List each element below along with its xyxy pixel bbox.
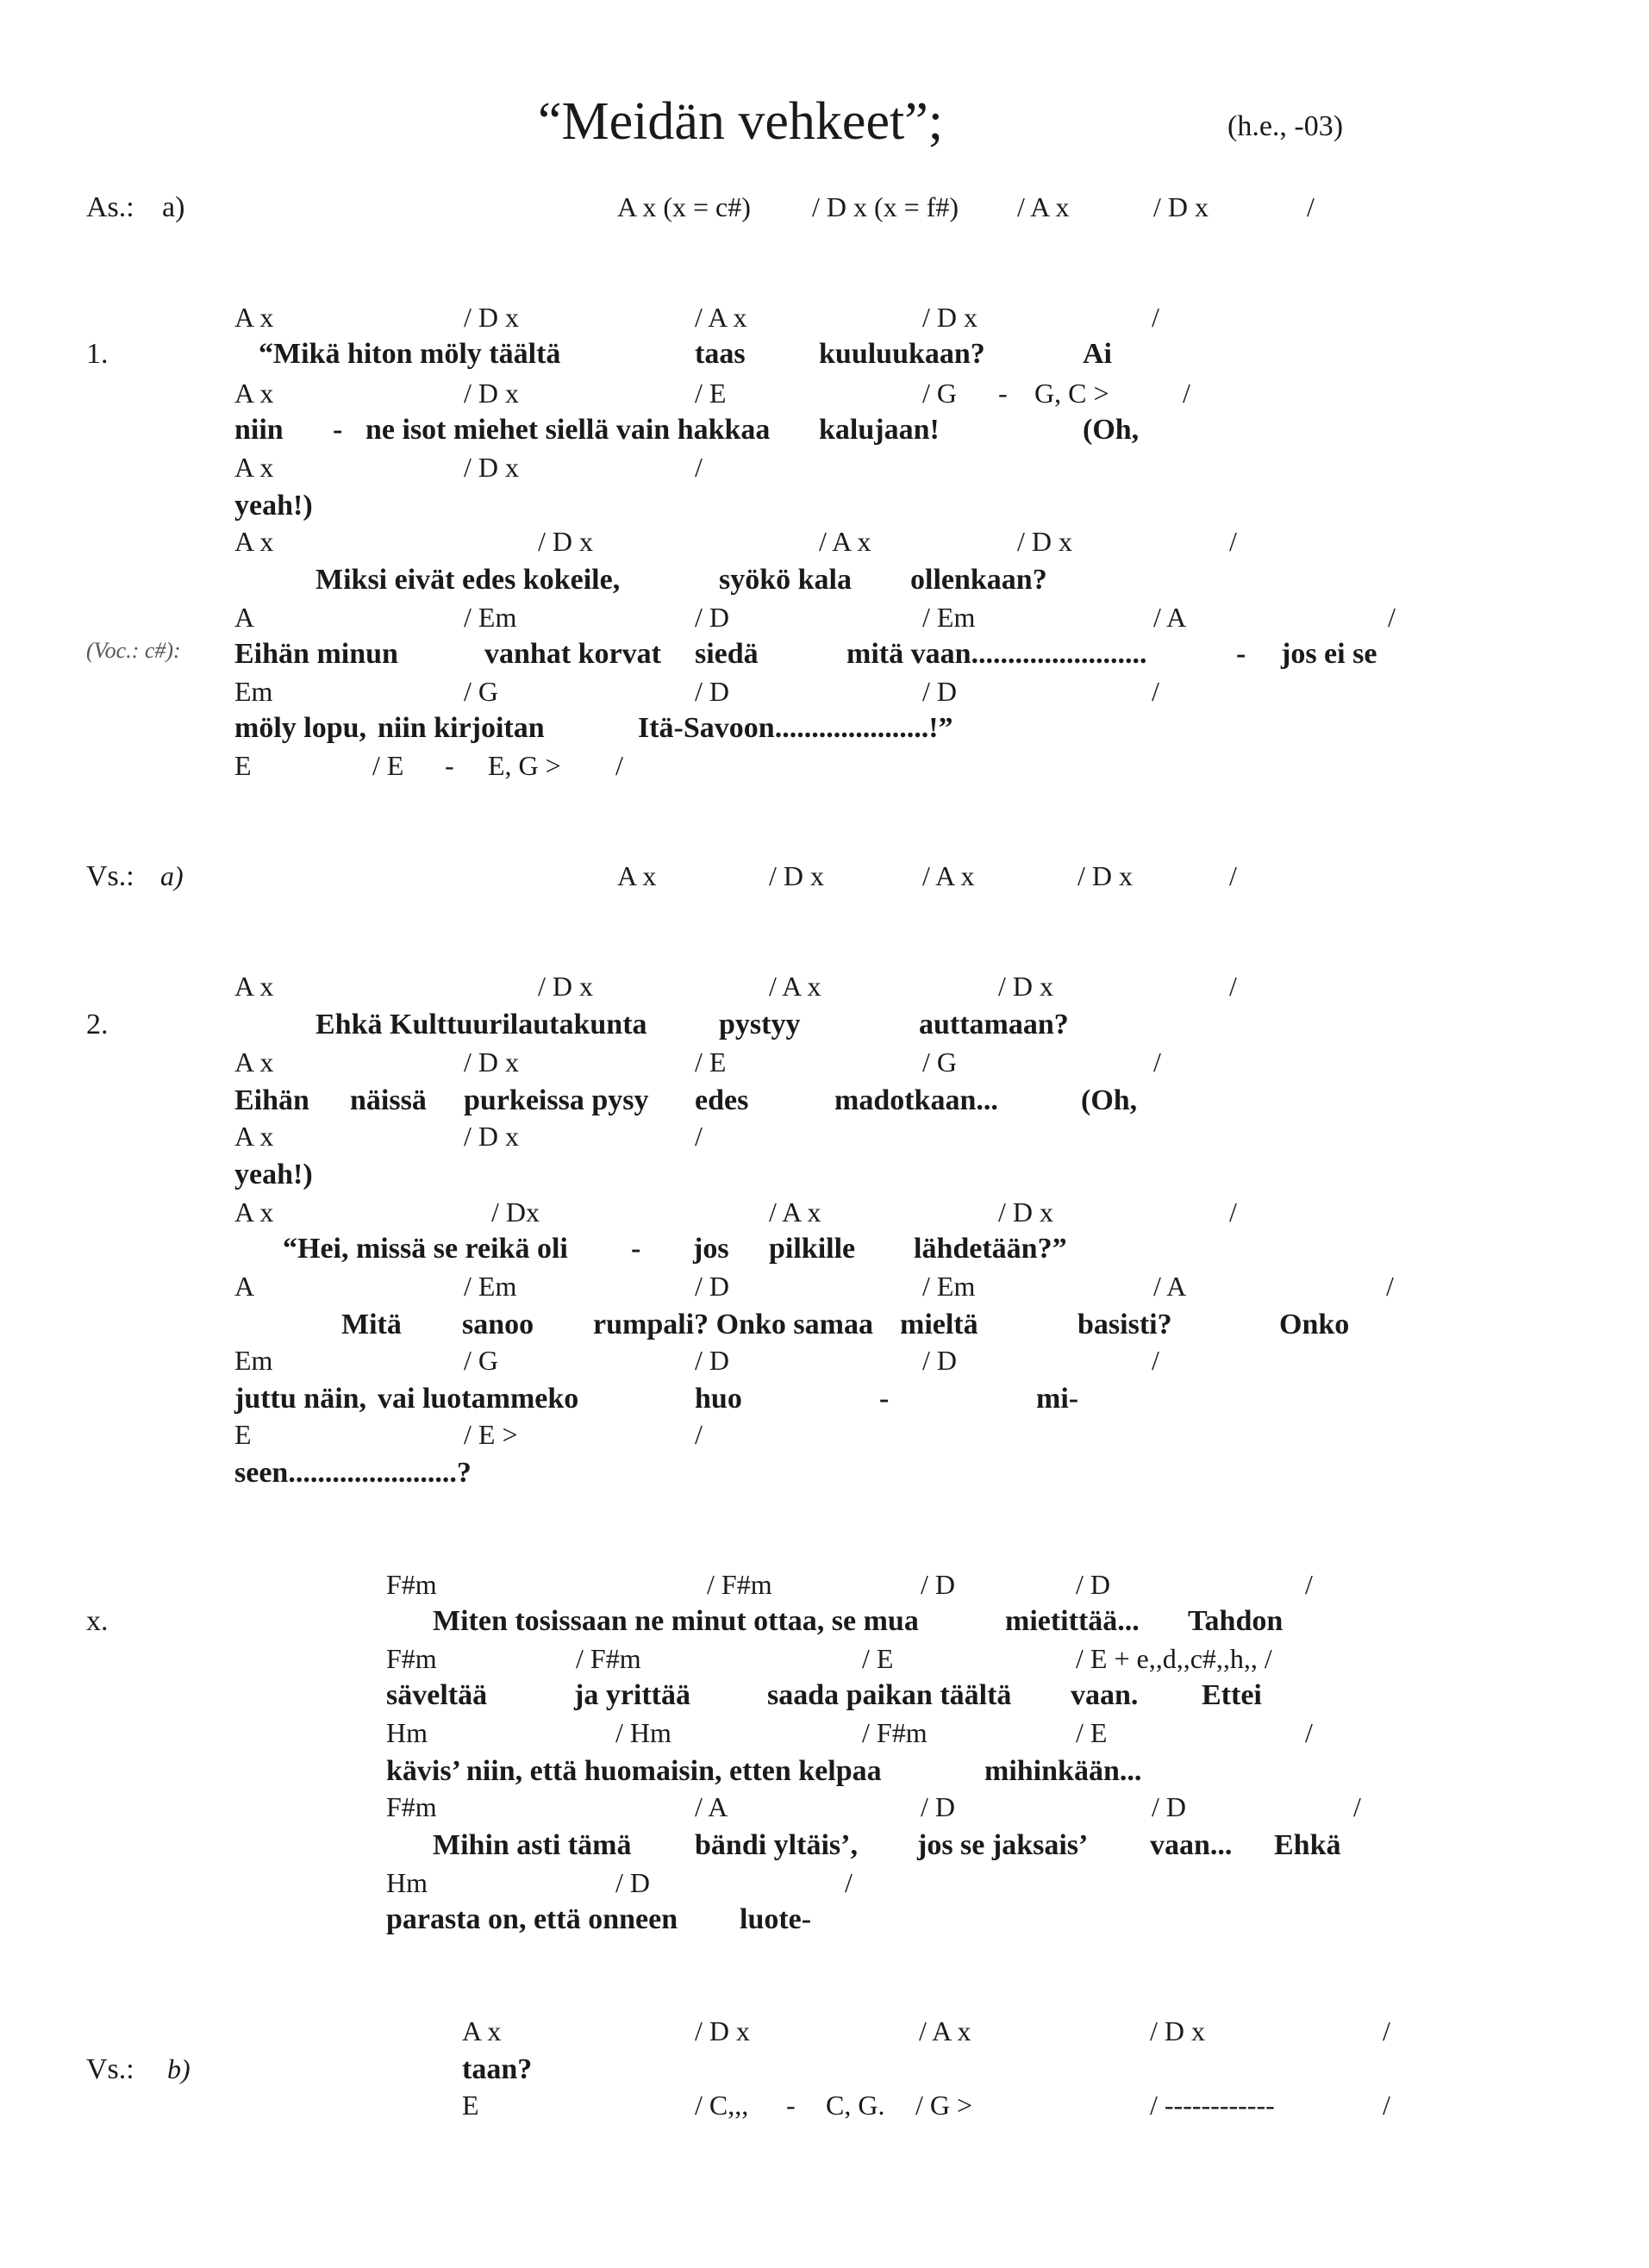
verse1-chord: / D xyxy=(922,676,957,707)
verse2-lyric: Onko xyxy=(1279,1309,1350,1340)
bridge-lyric: bändi yltäis’, xyxy=(695,1829,858,1861)
verse2-chord: A x xyxy=(234,1121,274,1152)
bridge-chord: / F#m xyxy=(576,1643,641,1674)
bridge-chord: / xyxy=(1305,1717,1313,1748)
bridge-chord: / Hm xyxy=(615,1717,671,1748)
verse1-chord: A x xyxy=(234,378,274,409)
verse2-lyric: (Oh, xyxy=(1081,1084,1138,1116)
intro-chord: / A x xyxy=(1017,191,1070,222)
verse2-lyric: mieltä xyxy=(900,1309,978,1340)
verse1-chord: A x xyxy=(234,526,274,557)
verse1-chord: / xyxy=(1388,602,1396,633)
vocal-pitch-note: (Voc.: c#): xyxy=(86,638,181,663)
verse2-lyric: juttu näin, xyxy=(234,1383,367,1415)
verse1-lyric: (Oh, xyxy=(1083,414,1140,446)
verse1-lyric: yeah!) xyxy=(234,490,313,522)
verse1-chord: / xyxy=(1152,302,1159,333)
verse2-chord: / xyxy=(1152,1345,1159,1376)
verse1-chord: / Em xyxy=(464,602,517,633)
verse2-chord: / D x xyxy=(464,1121,519,1152)
verse1-chord: / D x xyxy=(464,378,519,409)
bridge-chord: / xyxy=(1353,1791,1361,1822)
verse1-chord: - xyxy=(998,378,1008,409)
bridge-chord: / E xyxy=(1076,1717,1108,1748)
bridge-chord: F#m xyxy=(386,1569,437,1600)
verse1-chord: / A x xyxy=(819,526,871,557)
verse1-chord: / E xyxy=(695,378,727,409)
verse1-chord: / G xyxy=(464,676,498,707)
verse2-chord: / A x xyxy=(769,971,821,1002)
bridge-lyric: Ettei xyxy=(1202,1679,1262,1711)
verse1-chord: E xyxy=(234,750,252,781)
bridge-lyric: Miten tosissaan ne minut ottaa, se mua xyxy=(433,1605,919,1637)
bridge-chord: / D xyxy=(615,1867,650,1898)
verse1-lyric: vanhat korvat xyxy=(484,638,661,670)
verse2-chord: / E xyxy=(695,1047,727,1078)
bridge-chord: / D xyxy=(1152,1791,1186,1822)
verse2-chord: A xyxy=(234,1271,255,1302)
verse2-lyric: Ehkä Kulttuurilautakunta xyxy=(315,1009,647,1040)
verse1-lyric: mitä vaan........................ xyxy=(846,638,1147,670)
verse2-chord: A x xyxy=(234,1047,274,1078)
bridge-chord: / D xyxy=(921,1569,955,1600)
verse1-lyric: Eihän minun xyxy=(234,638,398,670)
outro-a-chord: A x xyxy=(617,860,657,891)
verse1-chord: A x xyxy=(234,452,274,483)
verse2-lyric: rumpali? Onko samaa xyxy=(593,1309,873,1340)
verse2-chord: / A xyxy=(1153,1271,1187,1302)
verse2-chord: / G xyxy=(464,1345,498,1376)
verse1-lyric: Itä-Savoon.....................!” xyxy=(638,712,953,744)
verse2-chord: / G xyxy=(922,1047,957,1078)
verse2-lyric: pystyy xyxy=(719,1009,801,1040)
verse1-chord: / xyxy=(1229,526,1237,557)
outro-b-lyric: taan? xyxy=(462,2053,533,2085)
section-label-intro: As.: xyxy=(86,191,134,223)
bridge-chord: Hm xyxy=(386,1867,428,1898)
verse1-chord: / D x xyxy=(538,526,593,557)
bridge-chord: F#m xyxy=(386,1643,437,1674)
intro-chord: / D x (x = f#) xyxy=(812,191,959,222)
verse2-chord: E xyxy=(234,1419,252,1450)
verse2-lyric: madotkaan... xyxy=(834,1084,998,1116)
verse1-lyric: kalujaan! xyxy=(819,414,940,446)
outro-a-chord: / D x xyxy=(769,860,824,891)
verse1-chord: / D x xyxy=(922,302,978,333)
outro-b-chord: A x xyxy=(462,2015,502,2046)
verse2-chord: / xyxy=(695,1121,703,1152)
verse1-chord: - xyxy=(445,750,454,781)
verse2-chord: / D xyxy=(695,1271,729,1302)
verse2-chord: / xyxy=(1153,1047,1161,1078)
section-label-verse2: 2. xyxy=(86,1009,109,1040)
section-part-outro-a: a) xyxy=(160,860,184,891)
verse2-lyric: pilkille xyxy=(769,1233,856,1265)
verse2-chord: / D x xyxy=(538,971,593,1002)
bridge-lyric: parasta on, että onneen xyxy=(386,1903,678,1935)
outro-b-chord: / G > xyxy=(915,2090,973,2121)
intro-chord: A x (x = c#) xyxy=(617,191,751,222)
outro-b-chord: / D x xyxy=(695,2015,750,2046)
outro-b-chord: C, G. xyxy=(826,2090,885,2121)
verse2-lyric: basisti? xyxy=(1077,1309,1172,1340)
bridge-chord: / F#m xyxy=(862,1717,928,1748)
verse2-chord: Em xyxy=(234,1345,273,1376)
verse1-lyric: syökö kala xyxy=(719,564,852,596)
section-label-bridge: x. xyxy=(86,1605,109,1637)
bridge-lyric: mihinkään... xyxy=(984,1755,1142,1787)
verse1-chord: / D xyxy=(695,602,729,633)
verse2-chord: / D xyxy=(695,1345,729,1376)
outro-b-chord: E xyxy=(462,2090,479,2121)
verse2-lyric: Eihän xyxy=(234,1084,309,1116)
section-label-outro-a: Vs.: xyxy=(86,860,134,892)
song-title: “Meidän vehkeet”; xyxy=(538,92,943,151)
verse2-lyric: seen.......................? xyxy=(234,1457,472,1489)
verse2-lyric: - xyxy=(631,1233,641,1265)
verse1-lyric: jos ei se xyxy=(1281,638,1377,670)
bridge-chord: / D xyxy=(921,1791,955,1822)
verse2-chord: / Em xyxy=(922,1271,976,1302)
outro-b-chord: / C,,, xyxy=(695,2090,749,2121)
verse2-chord: / Dx xyxy=(491,1196,540,1228)
outro-a-chord: / D x xyxy=(1077,860,1133,891)
intro-chord: / D x xyxy=(1153,191,1209,222)
verse1-lyric: niin kirjoitan xyxy=(378,712,545,744)
verse1-lyric: Miksi eivät edes kokeile, xyxy=(315,564,621,596)
verse2-chord: / E > xyxy=(464,1419,518,1450)
verse1-lyric: kuuluukaan? xyxy=(819,338,985,370)
verse1-chord: G, C > xyxy=(1034,378,1109,409)
verse2-chord: / D x xyxy=(998,1196,1053,1228)
section-part-intro: a) xyxy=(162,191,185,223)
outro-a-chord: / xyxy=(1229,860,1237,891)
bridge-lyric: säveltää xyxy=(386,1679,488,1711)
outro-b-chord: / D x xyxy=(1150,2015,1205,2046)
verse2-chord: / xyxy=(1386,1271,1394,1302)
verse1-chord: A x xyxy=(234,302,274,333)
outro-b-chord: / A x xyxy=(919,2015,971,2046)
outro-b-chord: - xyxy=(786,2090,796,2121)
section-part-outro-b: b) xyxy=(167,2053,191,2084)
author-note: (h.e., -03) xyxy=(1227,110,1344,142)
bridge-chord: / D xyxy=(1076,1569,1110,1600)
verse1-chord: E, G > xyxy=(488,750,561,781)
verse1-chord: / D xyxy=(695,676,729,707)
verse2-lyric: vai luotammeko xyxy=(378,1383,579,1415)
verse1-lyric: - xyxy=(333,414,343,446)
verse2-lyric: edes xyxy=(695,1084,749,1116)
bridge-chord: / xyxy=(845,1867,853,1898)
verse1-chord: / A x xyxy=(695,302,747,333)
verse1-chord: / xyxy=(695,452,703,483)
verse1-chord: / Em xyxy=(922,602,976,633)
verse2-chord: / xyxy=(1229,1196,1237,1228)
outro-b-chord: / ------------ xyxy=(1150,2090,1275,2121)
intro-chord: / xyxy=(1307,191,1315,222)
verse2-chord: / Em xyxy=(464,1271,517,1302)
verse1-chord: / D x xyxy=(464,302,519,333)
verse1-chord: / xyxy=(1183,378,1190,409)
outro-b-chord: / xyxy=(1383,2015,1390,2046)
verse1-lyric: möly lopu, xyxy=(234,712,367,744)
bridge-lyric: Tahdon xyxy=(1188,1605,1284,1637)
verse1-lyric: taas xyxy=(695,338,746,370)
bridge-lyric: Mihin asti tämä xyxy=(433,1829,632,1861)
bridge-chord: F#m xyxy=(386,1791,437,1822)
verse1-lyric: ne isot miehet siellä vain hakkaa xyxy=(365,414,771,446)
bridge-lyric: jos se jaksais’ xyxy=(917,1829,1089,1861)
bridge-lyric: vaan. xyxy=(1071,1679,1139,1711)
verse2-lyric: huo xyxy=(695,1383,742,1415)
verse1-chord: / E xyxy=(372,750,404,781)
verse2-chord: / xyxy=(1229,971,1237,1002)
verse2-lyric: mi- xyxy=(1036,1383,1079,1415)
bridge-chord: / F#m xyxy=(707,1569,772,1600)
verse2-lyric: lähdetään?” xyxy=(914,1233,1067,1265)
bridge-chord: Hm xyxy=(386,1717,428,1748)
verse2-chord: A x xyxy=(234,971,274,1002)
bridge-chord: / E xyxy=(862,1643,894,1674)
verse1-lyric: ollenkaan? xyxy=(910,564,1047,596)
verse2-chord: / A x xyxy=(769,1196,821,1228)
bridge-lyric: luote- xyxy=(740,1903,812,1935)
verse1-lyric: Ai xyxy=(1083,338,1112,370)
verse1-chord: / xyxy=(1152,676,1159,707)
verse2-chord: A x xyxy=(234,1196,274,1228)
bridge-chord: / A xyxy=(695,1791,728,1822)
verse2-lyric: yeah!) xyxy=(234,1159,313,1190)
verse2-chord: / D x xyxy=(998,971,1053,1002)
verse1-lyric: “Mikä hiton möly täältä xyxy=(259,338,561,370)
bridge-chord: / xyxy=(1305,1569,1313,1600)
verse2-chord: / D xyxy=(922,1345,957,1376)
section-label-verse1: 1. xyxy=(86,338,109,370)
verse1-chord: / A xyxy=(1153,602,1187,633)
verse2-chord: / xyxy=(695,1419,703,1450)
bridge-lyric: mietittää... xyxy=(1005,1605,1140,1637)
bridge-lyric: vaan... xyxy=(1150,1829,1233,1861)
verse1-lyric: - xyxy=(1236,638,1246,670)
bridge-lyric: saada paikan täältä xyxy=(767,1679,1012,1711)
verse1-chord: Em xyxy=(234,676,273,707)
outro-b-chord: / xyxy=(1383,2090,1390,2121)
bridge-lyric: Ehkä xyxy=(1274,1829,1341,1861)
bridge-lyric: ja yrittää xyxy=(574,1679,691,1711)
verse1-lyric: siedä xyxy=(695,638,759,670)
verse2-lyric: - xyxy=(879,1383,890,1415)
verse2-lyric: auttamaan? xyxy=(919,1009,1069,1040)
verse2-lyric: purkeissa pysy xyxy=(464,1084,649,1116)
verse1-chord: / D x xyxy=(464,452,519,483)
bridge-lyric: kävis’ niin, että huomaisin, etten kelpaa xyxy=(386,1755,882,1787)
section-label-outro-b: Vs.: xyxy=(86,2053,134,2085)
bridge-chord: / E + e,,d,,c#,,h,, / xyxy=(1076,1643,1272,1674)
verse2-chord: / D x xyxy=(464,1047,519,1078)
verse2-lyric: sanoo xyxy=(462,1309,534,1340)
verse2-lyric: jos xyxy=(693,1233,729,1265)
verse2-lyric: näissä xyxy=(350,1084,427,1116)
verse1-chord: / D x xyxy=(1017,526,1072,557)
verse2-lyric: Mitä xyxy=(341,1309,402,1340)
verse2-lyric: “Hei, missä se reikä oli xyxy=(283,1233,568,1265)
verse1-chord: A xyxy=(234,602,255,633)
verse1-lyric: niin xyxy=(234,414,284,446)
outro-a-chord: / A x xyxy=(922,860,975,891)
verse1-chord: / G xyxy=(922,378,957,409)
verse1-chord: / xyxy=(615,750,623,781)
